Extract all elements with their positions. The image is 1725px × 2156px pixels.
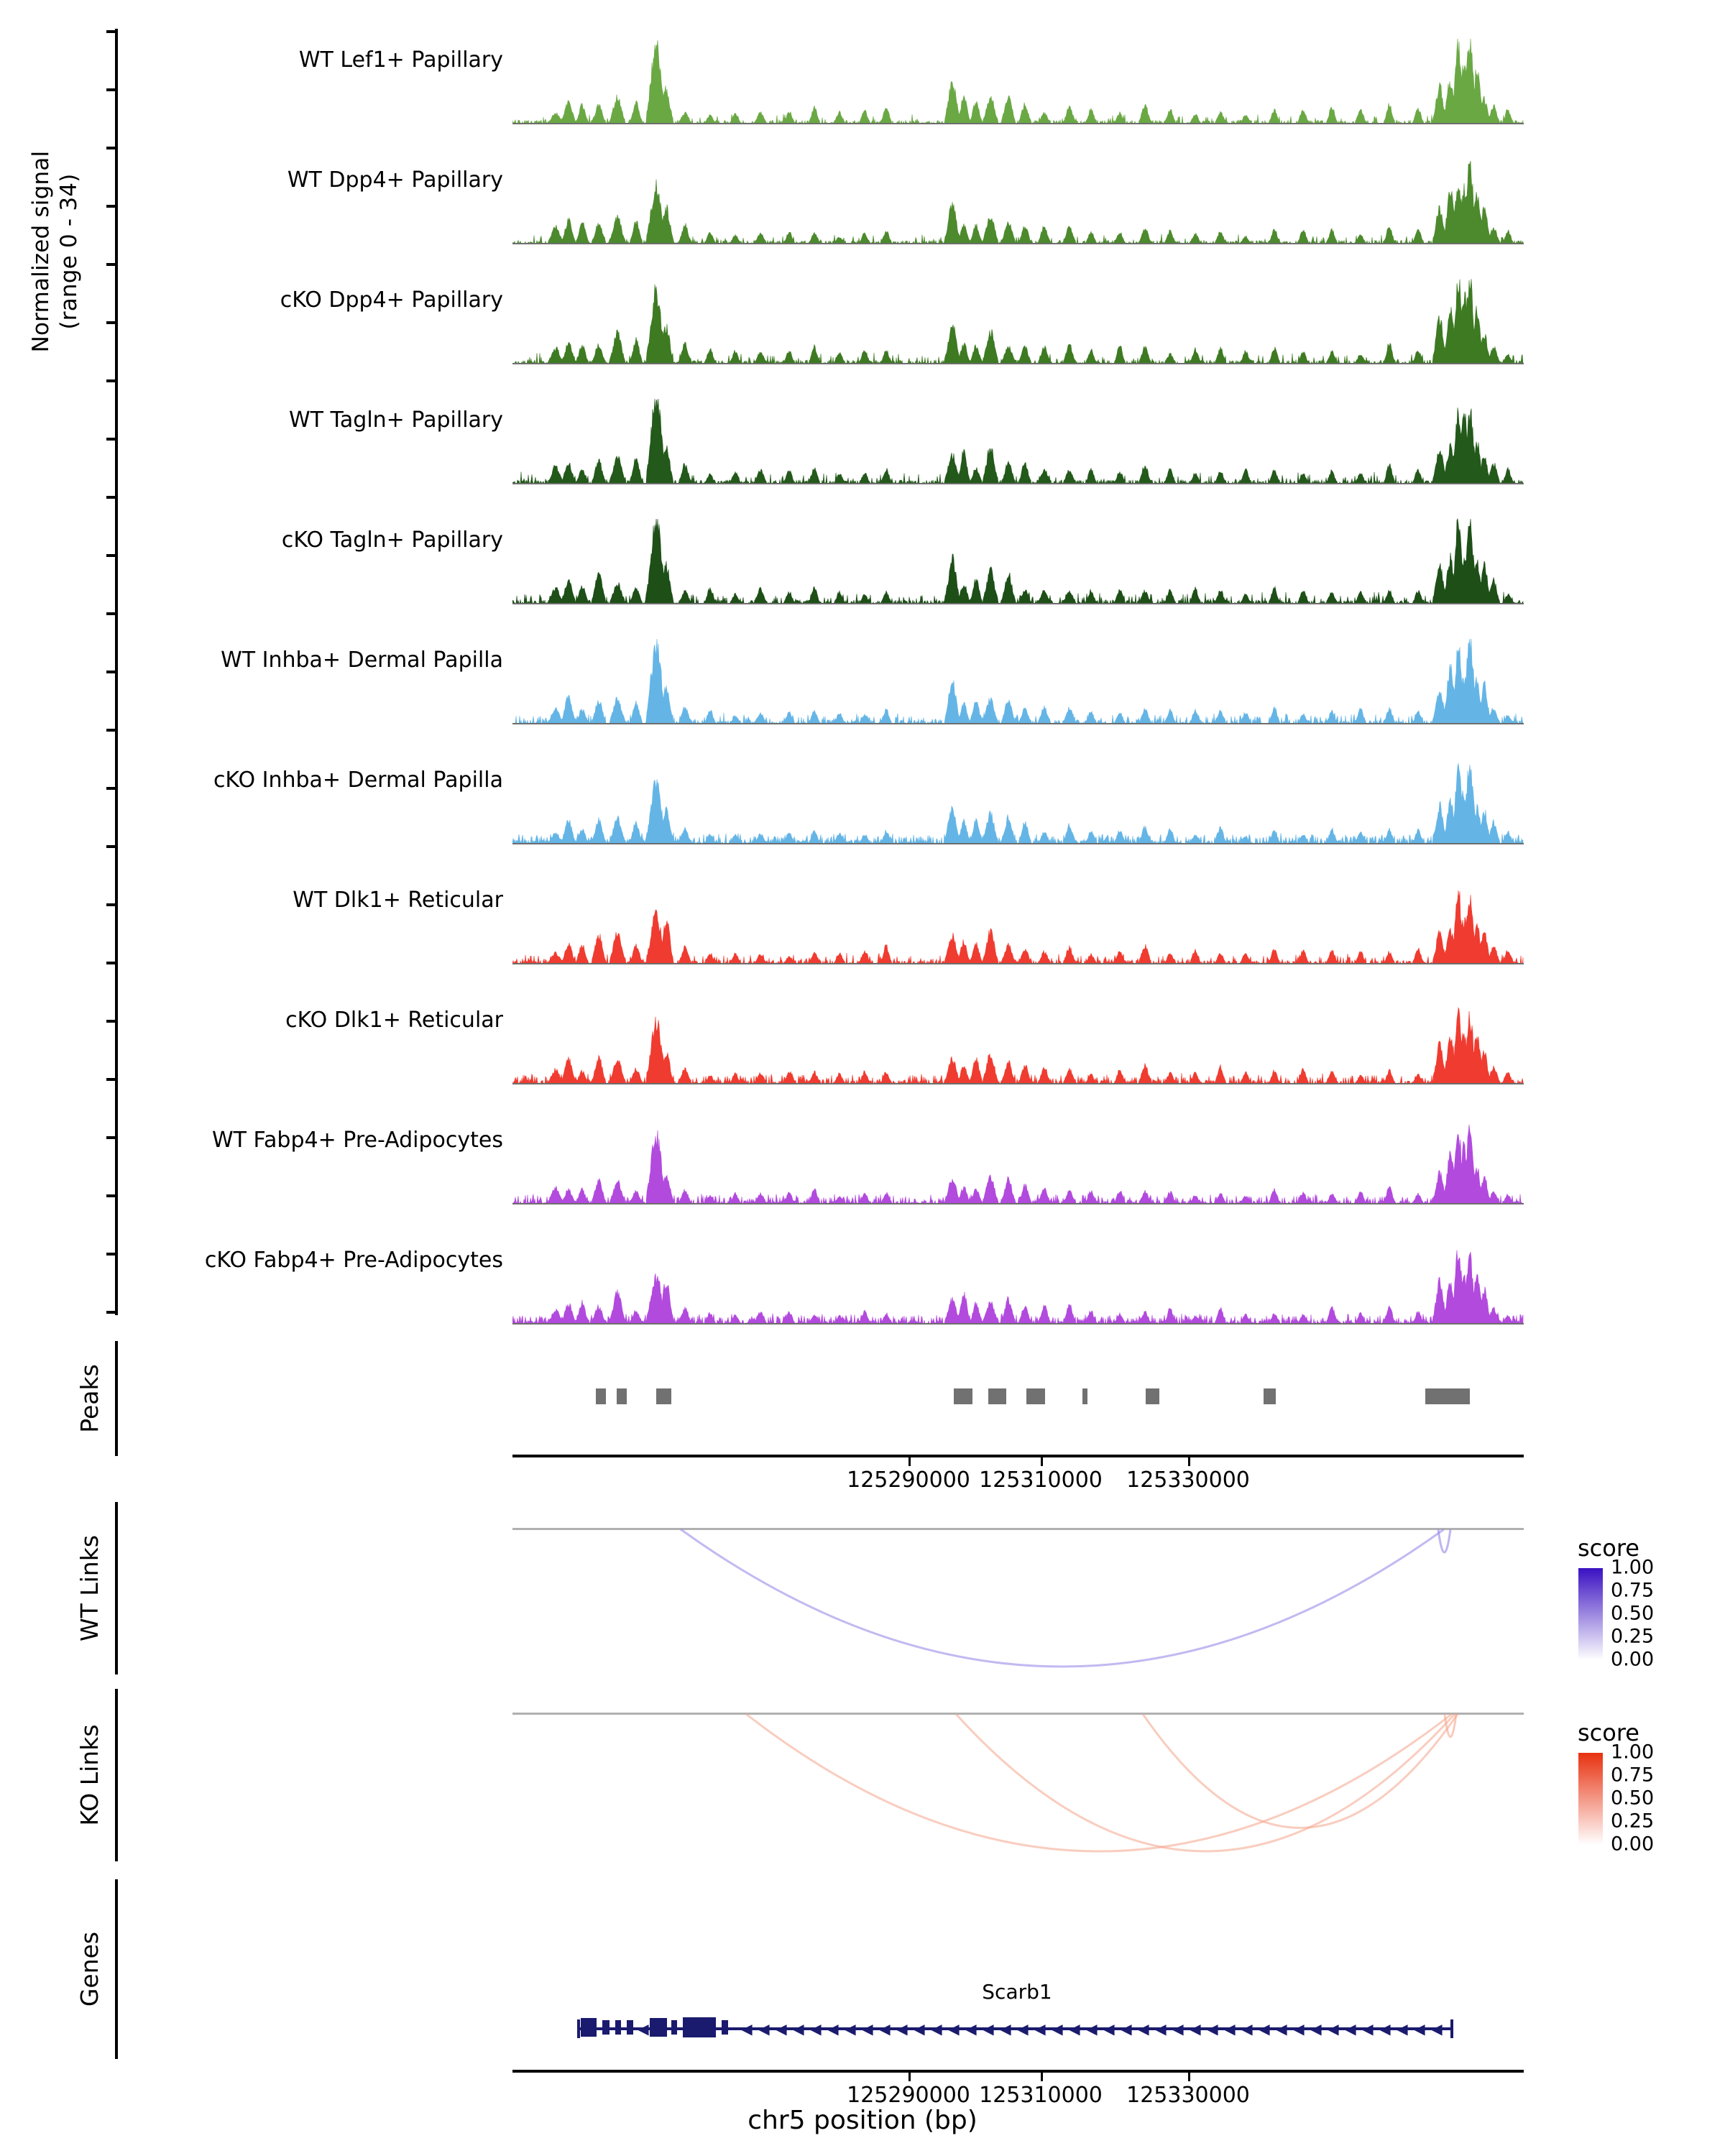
legend-tick-label: 0.50 (1611, 1787, 1655, 1810)
legend-tick-label: 1.00 (1611, 1741, 1655, 1764)
y-axis-label-line2: (range 0 - 34) (55, 173, 82, 330)
peaks-spine (115, 1341, 118, 1456)
legend-tick-label: 0.75 (1611, 1579, 1655, 1602)
gene-strand-arrow-icon: ◀ (1362, 2020, 1374, 2037)
position-axis-bottom (512, 2070, 1524, 2073)
wt-links-spine (115, 1502, 118, 1674)
coverage-track (0, 157, 1725, 272)
coverage-track (0, 517, 1725, 632)
gene-strand-arrow-icon: ◀ (1259, 2020, 1270, 2037)
gene-end-cap (577, 2019, 580, 2038)
coverage-track-signal (512, 637, 1524, 724)
gene-exon (650, 2018, 667, 2037)
gene-strand-arrow-icon: ◀ (1172, 2020, 1184, 2037)
position-axis-tick-label: 125290000 (847, 2083, 970, 2108)
coverage-track-signal (512, 37, 1524, 124)
gene-strand-arrow-icon: ◀ (1414, 2020, 1425, 2037)
legend-tick-label: 0.50 (1611, 1602, 1655, 1625)
position-axis-tick (1041, 1457, 1043, 1466)
gene-strand-arrow-icon: ◀ (1086, 2020, 1098, 2037)
wt-legend-colorbar (1578, 1567, 1604, 1661)
gene-strand-arrow-icon: ◀ (1241, 2020, 1253, 2037)
gene-strand-arrow-icon: ◀ (845, 2020, 856, 2037)
peak-block (656, 1388, 671, 1404)
gene-strand-arrow-icon: ◀ (1379, 2020, 1391, 2037)
wt-links-label: WT Links (75, 1534, 104, 1642)
gene-strand-arrow-icon: ◀ (741, 2020, 753, 2037)
gene-strand-arrow-icon: ◀ (862, 2020, 873, 2037)
legend-tick-label: 0.25 (1611, 1625, 1655, 1648)
gene-strand-arrow-icon: ◀ (810, 2020, 822, 2037)
gene-strand-arrow-icon: ◀ (1190, 2020, 1201, 2037)
gene-strand-arrow-icon: ◀ (1345, 2020, 1356, 2037)
gene-strand-arrow-icon: ◀ (879, 2020, 891, 2037)
gene-exon (683, 2017, 716, 2037)
position-axis-tick (908, 1457, 911, 1466)
peak-block (617, 1388, 627, 1404)
genes-label: Genes (75, 1931, 104, 2007)
position-axis-tick (1041, 2073, 1043, 2081)
gene-strand-arrow-icon: ◀ (1121, 2020, 1132, 2037)
peak-block (1264, 1388, 1276, 1404)
gene-strand-arrow-icon: ◀ (948, 2020, 960, 2037)
peak-block (1026, 1388, 1045, 1404)
legend-tick-label: 0.25 (1611, 1810, 1655, 1833)
coverage-track-baseline (512, 363, 1524, 364)
gene-strand-arrow-icon: ◀ (1069, 2020, 1080, 2037)
gene-strand-arrow-icon: ◀ (965, 2020, 977, 2037)
gene-exon (671, 2020, 677, 2035)
peak-block (596, 1388, 606, 1404)
peak-block (1082, 1388, 1087, 1404)
gene-strand-arrow-icon: ◀ (1224, 2020, 1236, 2037)
coverage-track-label: WT Lef1+ Papillary (298, 47, 503, 73)
gene-strand-arrow-icon: ◀ (1017, 2020, 1029, 2037)
coverage-track-signal (512, 877, 1524, 964)
ko-legend-ticks (1611, 1741, 1697, 1856)
peaks-label: Peaks (75, 1364, 104, 1433)
gene-strand-arrow-icon: ◀ (1052, 2020, 1063, 2037)
coverage-track-baseline (512, 1083, 1524, 1084)
gene-strand-arrow-icon: ◀ (1397, 2020, 1408, 2037)
position-axis-tick-label: 125330000 (1126, 1468, 1250, 1493)
coverage-track-label: WT Inhba+ Dermal Papilla (221, 648, 503, 673)
gene-name-label: Scarb1 (982, 1980, 1052, 2004)
position-axis-tick-label: 125290000 (847, 1468, 970, 1493)
position-axis-tick-label: 125310000 (979, 2083, 1103, 2108)
y-axis-label-line1: Normalized signal (28, 150, 54, 353)
gene-exon (602, 2020, 610, 2035)
coverage-track-signal (512, 1238, 1524, 1324)
wt-legend-ticks (1611, 1556, 1697, 1671)
coverage-track-baseline (512, 123, 1524, 124)
coverage-track-baseline (512, 1203, 1524, 1204)
gene-strand-arrow-icon: ◀ (1000, 2020, 1011, 2037)
coverage-track-baseline (512, 1323, 1524, 1325)
gene-strand-arrow-icon: ◀ (638, 2020, 649, 2037)
coverage-track-signal (512, 517, 1524, 604)
legend-tick-label: 0.00 (1611, 1648, 1655, 1671)
ko-legend-colorbar (1578, 1752, 1604, 1846)
gene-strand-arrow-icon: ◀ (1207, 2020, 1218, 2037)
coverage-track-baseline (512, 243, 1524, 244)
coverage-track-label: WT Fabp4+ Pre-Adipocytes (212, 1128, 503, 1153)
legend-tick-label: 1.00 (1611, 1556, 1655, 1579)
wt-legend-title: score (1578, 1534, 1639, 1562)
gene-strand-arrow-icon: ◀ (793, 2020, 804, 2037)
coverage-track-label: WT Dlk1+ Reticular (293, 888, 503, 913)
coverage-track (0, 637, 1725, 752)
genes-spine (115, 1879, 118, 2059)
gene-exon (615, 2020, 621, 2035)
position-axis-tick (908, 2073, 911, 2081)
coverage-track-label: cKO Tagln+ Papillary (281, 528, 503, 553)
x-axis-label: chr5 position (bp) (748, 2106, 978, 2135)
coverage-track-baseline (512, 723, 1524, 724)
ko-links-label: KO Links (75, 1724, 104, 1826)
coverage-track-label: WT Dpp4+ Papillary (287, 167, 503, 193)
gene-strand-arrow-icon: ◀ (1293, 2020, 1305, 2037)
coverage-track-baseline (512, 963, 1524, 964)
coverage-track (0, 877, 1725, 992)
gene-strand-arrow-icon: ◀ (1431, 2020, 1443, 2037)
coverage-track-signal (512, 998, 1524, 1084)
wt-links-canvas (512, 1528, 1524, 1675)
gene-strand-arrow-icon: ◀ (1103, 2020, 1115, 2037)
gene-strand-arrow-icon: ◀ (758, 2020, 770, 2037)
coverage-track (0, 1238, 1725, 1353)
coverage-track (0, 277, 1725, 392)
position-axis-tick (1188, 1457, 1190, 1466)
coverage-track-baseline (512, 603, 1524, 604)
position-axis-tick-label: 125310000 (979, 1468, 1103, 1493)
coverage-track-signal (512, 397, 1524, 484)
coverage-track (0, 757, 1725, 872)
gene-end-cap (1450, 2019, 1453, 2038)
wt-links-legend (1578, 1534, 1725, 1671)
gene-strand-arrow-icon: ◀ (914, 2020, 925, 2037)
coverage-track (0, 1118, 1725, 1233)
peak-block (1425, 1388, 1470, 1404)
coverage-track-label: WT Tagln+ Papillary (289, 407, 503, 433)
coverage-track-signal (512, 757, 1524, 844)
coverage-track-signal (512, 1118, 1524, 1204)
gene-strand-arrow-icon: ◀ (776, 2020, 787, 2037)
peak-block (1146, 1388, 1159, 1404)
coverage-track-label: cKO Dlk1+ Reticular (285, 1008, 503, 1033)
coverage-track (0, 37, 1725, 152)
gene-strand-arrow-icon: ◀ (1034, 2020, 1046, 2037)
gene-exon (581, 2018, 597, 2037)
legend-tick-label: 0.00 (1611, 1833, 1655, 1856)
coverage-track (0, 397, 1725, 512)
peak-block (988, 1388, 1006, 1404)
gene-exon (627, 2020, 633, 2035)
gene-strand-arrow-icon: ◀ (1328, 2020, 1339, 2037)
position-axis-top (512, 1455, 1524, 1457)
gene-strand-arrow-icon: ◀ (827, 2020, 839, 2037)
gene-strand-arrow-icon: ◀ (1276, 2020, 1287, 2037)
coverage-track-label: cKO Fabp4+ Pre-Adipocytes (204, 1248, 503, 1273)
ko-links-canvas (512, 1713, 1524, 1860)
gene-exon (722, 2020, 728, 2035)
ko-links-spine (115, 1689, 118, 1861)
position-axis-tick-label: 125330000 (1126, 2083, 1250, 2108)
coverage-track-baseline (512, 843, 1524, 844)
coverage-track-baseline (512, 483, 1524, 484)
legend-tick-label: 0.75 (1611, 1764, 1655, 1787)
coverage-track-signal (512, 277, 1524, 364)
ko-links-legend (1578, 1719, 1725, 1856)
coverage-track-signal (512, 157, 1524, 244)
coverage-track-label: cKO Inhba+ Dermal Papilla (213, 768, 503, 793)
position-axis-tick (1188, 2073, 1190, 2081)
coverage-track (0, 998, 1725, 1112)
coverage-axis-tick (106, 30, 118, 33)
gene-strand-arrow-icon: ◀ (1138, 2020, 1149, 2037)
gene-strand-arrow-icon: ◀ (1310, 2020, 1322, 2037)
gene-strand-arrow-icon: ◀ (931, 2020, 942, 2037)
gene-strand-arrow-icon: ◀ (1155, 2020, 1167, 2037)
ko-legend-title: score (1578, 1719, 1639, 1746)
gene-strand-arrow-icon: ◀ (983, 2020, 994, 2037)
peak-block (954, 1388, 972, 1404)
gene-strand-arrow-icon: ◀ (896, 2020, 908, 2037)
coverage-track-label: cKO Dpp4+ Papillary (280, 287, 503, 313)
